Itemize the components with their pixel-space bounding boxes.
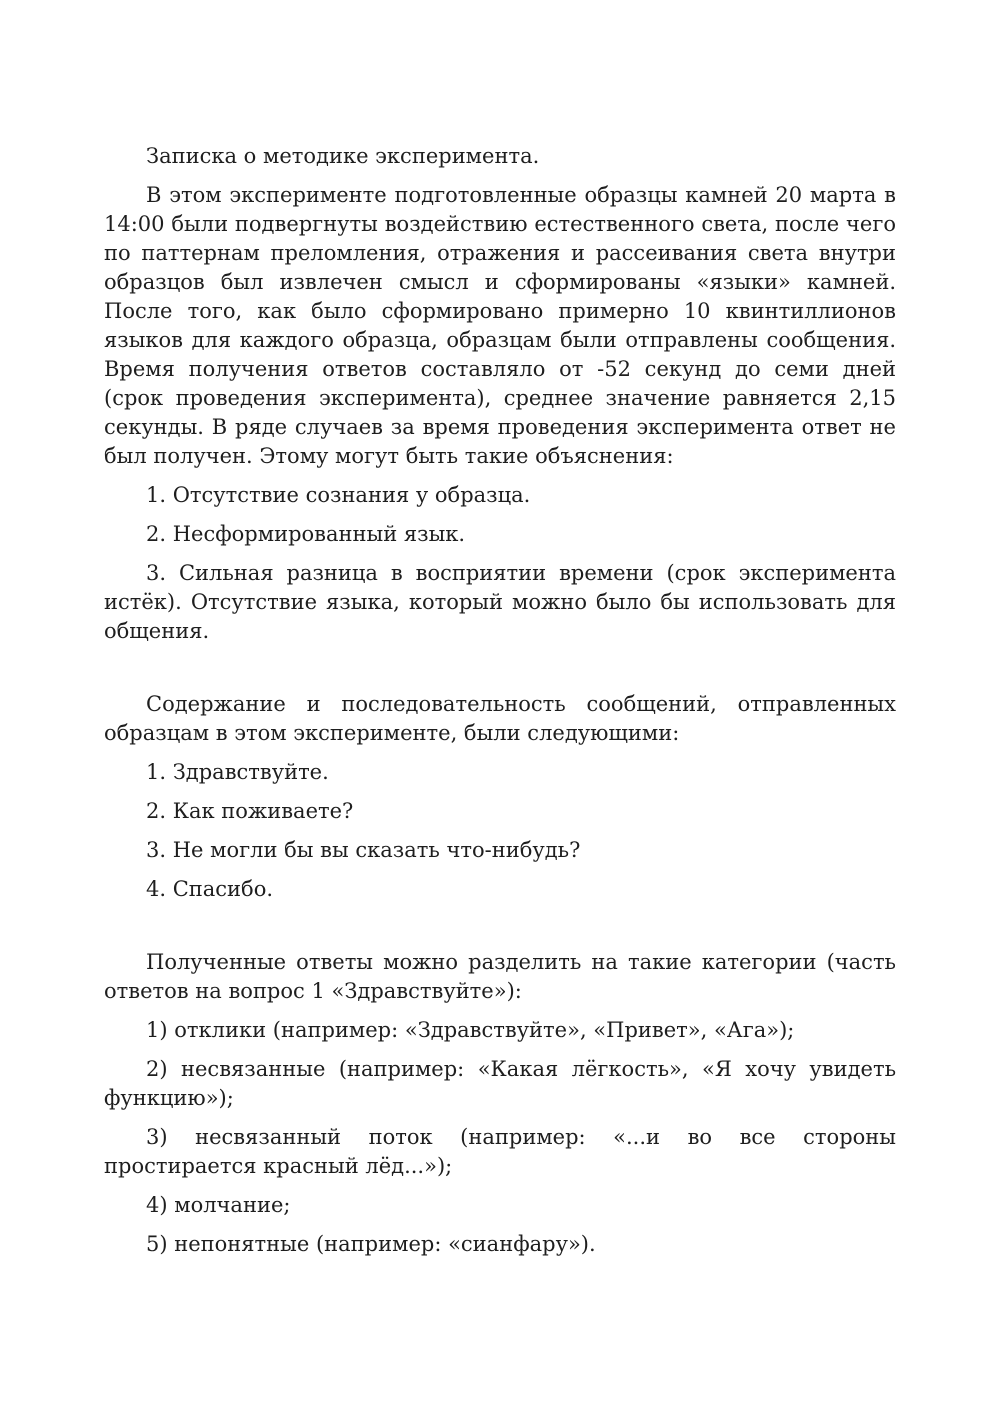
section2-item-4: 4. Спасибо. <box>146 877 274 901</box>
section2-intro: Содержание и последовательность сообщений, отправленных образцам в этом эксперименте, были следующими: <box>104 692 896 745</box>
section2-item-1: 1. Здравствуйте. <box>146 760 329 784</box>
section1-body: В этом эксперименте подготовленные образцы камней 20 марта в 14:00 были подвергнуты воздействию естественного света, после чего по паттернам преломления, отражения и рассеивания света внутри образцов был извлечен смысл и сформированы «языки» камней. После того, как было сформировано примерно 10 квинтиллионов языков для каждого образца, образцам были отправлены сообщения. Время получения ответов составляло от -52 секунд до семи дней (срок проведения эксперимента), среднее значение равняется 2,15 секунды. В ряде случаев за время проведения эксперимента ответ не был получен. Этому могут быть такие объяснения: <box>104 183 896 468</box>
section3-intro: Полученные ответы можно разделить на такие категории (часть ответов на вопрос 1 «Здравствуйте»): <box>104 950 896 1003</box>
section2-item-2: 2. Как поживаете? <box>146 799 354 823</box>
section3-item-5: 5) непонятные (например: «сианфару»). <box>146 1232 596 1256</box>
section3-item-1: 1) отклики (например: «Здравствуйте», «Привет», «Ага»); <box>146 1018 795 1042</box>
section3-item-4: 4) молчание; <box>146 1193 291 1217</box>
section1-item-2: 2. Несформированный язык. <box>146 522 466 546</box>
section3-item-2: 2) несвязанные (например: «Какая лёгкость», «Я хочу увидеть функцию»); <box>104 1057 896 1110</box>
section1-item-1: 1. Отсутствие сознания у образца. <box>146 483 531 507</box>
section2-item-3: 3. Не могли бы вы сказать что-нибудь? <box>146 838 581 862</box>
section1-item-3: 3. Сильная разница в восприятии времени (срок эксперимента истёк). Отсутствие языка, который можно было бы использовать для общения. <box>104 561 896 643</box>
section3-item-3: 3) несвязанный поток (например: «...и во все стороны простирается красный лёд...»); <box>104 1125 896 1178</box>
section1-title: Записка о методике эксперимента. <box>146 144 540 168</box>
document-page <box>104 142 896 1269</box>
